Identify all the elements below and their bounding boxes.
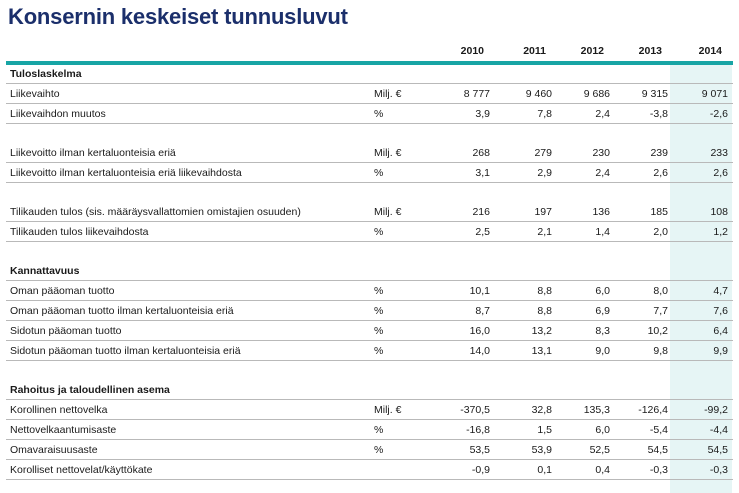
- table-row: [6, 222, 733, 242]
- value-2011: 8,8: [537, 305, 552, 317]
- row-unit: %: [374, 444, 384, 456]
- value-2010: 3,1: [475, 167, 490, 179]
- value-2012: 8,3: [595, 325, 610, 337]
- value-2013: -0,3: [649, 464, 668, 476]
- table-row: [6, 84, 733, 104]
- value-2014: -0,3: [709, 464, 728, 476]
- value-2012: 2,4: [595, 167, 610, 179]
- value-2014: 7,6: [713, 305, 728, 317]
- value-2011: 13,2: [531, 325, 552, 337]
- value-2011: 197: [534, 206, 552, 218]
- value-2014: -4,4: [709, 424, 728, 436]
- value-2010: 2,5: [475, 226, 490, 238]
- value-2010: -370,5: [460, 404, 490, 416]
- value-2014: 233: [710, 147, 728, 159]
- value-2014: 6,4: [713, 325, 728, 337]
- table-row: [6, 163, 733, 183]
- section-heading: Kannattavuus: [10, 265, 80, 277]
- row-unit: %: [374, 226, 384, 238]
- value-2010: 8 777: [463, 88, 490, 100]
- value-2013: 7,7: [653, 305, 668, 317]
- value-2010: -16,8: [466, 424, 490, 436]
- row-label: Korollinen nettovelka: [10, 404, 108, 416]
- row-label: Liikevaihdon muutos: [10, 108, 106, 120]
- year-header-2012: 2012: [580, 45, 604, 57]
- value-2013: -126,4: [638, 404, 668, 416]
- value-2011: 2,1: [537, 226, 552, 238]
- row-unit: Milj. €: [374, 404, 402, 416]
- row-label: Liikevoitto ilman kertaluonteisia eriä liikevaihdosta: [10, 167, 242, 179]
- value-2012: 6,0: [595, 424, 610, 436]
- section-heading-row: [6, 64, 733, 84]
- value-2011: 9 460: [525, 88, 552, 100]
- value-2014: 9,9: [713, 345, 728, 357]
- table-row: [6, 301, 733, 321]
- table-row: [6, 143, 733, 163]
- row-label: Tilikauden tulos liikevaihdosta: [10, 226, 149, 238]
- value-2011: 0,1: [537, 464, 552, 476]
- value-2012: 1,4: [595, 226, 610, 238]
- value-2013: 185: [650, 206, 668, 218]
- value-2010: 3,9: [475, 108, 490, 120]
- value-2014: 108: [710, 206, 728, 218]
- row-label: Sidotun pääoman tuotto: [10, 325, 122, 337]
- value-2014: 1,2: [713, 226, 728, 238]
- row-unit: %: [374, 108, 384, 120]
- value-2014: 9 071: [701, 88, 728, 100]
- value-2011: 2,9: [537, 167, 552, 179]
- value-2012: 2,4: [595, 108, 610, 120]
- row-unit: %: [374, 345, 384, 357]
- row-label: Tilikauden tulos (sis. määräysvallattomien omistajien osuuden): [10, 206, 301, 218]
- section-heading-row: [6, 380, 733, 400]
- row-label: Sidotun pääoman tuotto ilman kertaluonteisia eriä: [10, 345, 241, 357]
- value-2010: 53,5: [469, 444, 490, 456]
- value-2013: 239: [650, 147, 668, 159]
- table-row: [6, 460, 733, 480]
- value-2012: 9,0: [595, 345, 610, 357]
- value-2013: 2,0: [653, 226, 668, 238]
- value-2012: 9 686: [583, 88, 610, 100]
- row-label: Korolliset nettovelat/käyttökate: [10, 464, 153, 476]
- table-row: [6, 202, 733, 222]
- table-row: [6, 281, 733, 301]
- value-2011: 13,1: [531, 345, 552, 357]
- value-2014: 54,5: [707, 444, 728, 456]
- row-unit: %: [374, 424, 384, 436]
- value-2013: 9 315: [641, 88, 668, 100]
- value-2012: 136: [592, 206, 610, 218]
- page-title: Konsernin keskeiset tunnusluvut: [8, 4, 348, 29]
- value-2012: 135,3: [583, 404, 610, 416]
- table-row: [6, 440, 733, 460]
- value-2013: 2,6: [653, 167, 668, 179]
- value-2012: 0,4: [595, 464, 610, 476]
- year-header-2014: 2014: [698, 45, 722, 57]
- value-2014: -2,6: [709, 108, 728, 120]
- row-label: Liikevoitto ilman kertaluonteisia eriä: [10, 147, 176, 159]
- value-2012: 6,0: [595, 285, 610, 297]
- table-row: [6, 341, 733, 361]
- value-2014: -99,2: [704, 404, 728, 416]
- row-unit: Milj. €: [374, 206, 402, 218]
- row-label: Oman pääoman tuotto: [10, 285, 115, 297]
- value-2011: 8,8: [537, 285, 552, 297]
- value-2012: 52,5: [589, 444, 610, 456]
- value-2013: 10,2: [647, 325, 668, 337]
- section-heading: Tuloslaskelma: [10, 68, 82, 80]
- row-label: Omavaraisuusaste: [10, 444, 98, 456]
- value-2014: 4,7: [713, 285, 728, 297]
- value-2012: 6,9: [595, 305, 610, 317]
- value-2010: 268: [472, 147, 490, 159]
- row-unit: %: [374, 285, 384, 297]
- value-2011: 1,5: [537, 424, 552, 436]
- table-row: [6, 104, 733, 124]
- value-2013: 8,0: [653, 285, 668, 297]
- value-2010: -0,9: [471, 464, 490, 476]
- value-2010: 216: [472, 206, 490, 218]
- year-header-2013: 2013: [638, 45, 662, 57]
- section-heading: Rahoitus ja taloudellinen asema: [10, 384, 170, 396]
- section-heading-row: [6, 261, 733, 281]
- row-label: Oman pääoman tuotto ilman kertaluonteisia eriä: [10, 305, 234, 317]
- value-2012: 230: [592, 147, 610, 159]
- row-label: Nettovelkaantumisaste: [10, 424, 117, 436]
- value-2014: 2,6: [713, 167, 728, 179]
- value-2013: 9,8: [653, 345, 668, 357]
- year-header-2011: 2011: [523, 45, 546, 57]
- value-2013: 54,5: [647, 444, 668, 456]
- value-2010: 10,1: [469, 285, 490, 297]
- row-unit: [374, 460, 424, 480]
- row-unit: %: [374, 305, 384, 317]
- value-2011: 32,8: [531, 404, 552, 416]
- table-row: [6, 321, 733, 341]
- value-2010: 16,0: [469, 325, 490, 337]
- value-2011: 53,9: [531, 444, 552, 456]
- table-row: [6, 420, 733, 440]
- row-unit: Milj. €: [374, 88, 402, 100]
- table-row: [6, 400, 733, 420]
- year-header-2010: 2010: [460, 45, 484, 57]
- row-label: Liikevaihto: [10, 88, 60, 100]
- value-2013: -5,4: [649, 424, 668, 436]
- value-2013: -3,8: [649, 108, 668, 120]
- value-2011: 7,8: [537, 108, 552, 120]
- value-2010: 14,0: [469, 345, 490, 357]
- row-unit: Milj. €: [374, 147, 402, 159]
- row-unit: %: [374, 325, 384, 337]
- value-2010: 8,7: [475, 305, 490, 317]
- row-unit: %: [374, 167, 384, 179]
- value-2011: 279: [534, 147, 552, 159]
